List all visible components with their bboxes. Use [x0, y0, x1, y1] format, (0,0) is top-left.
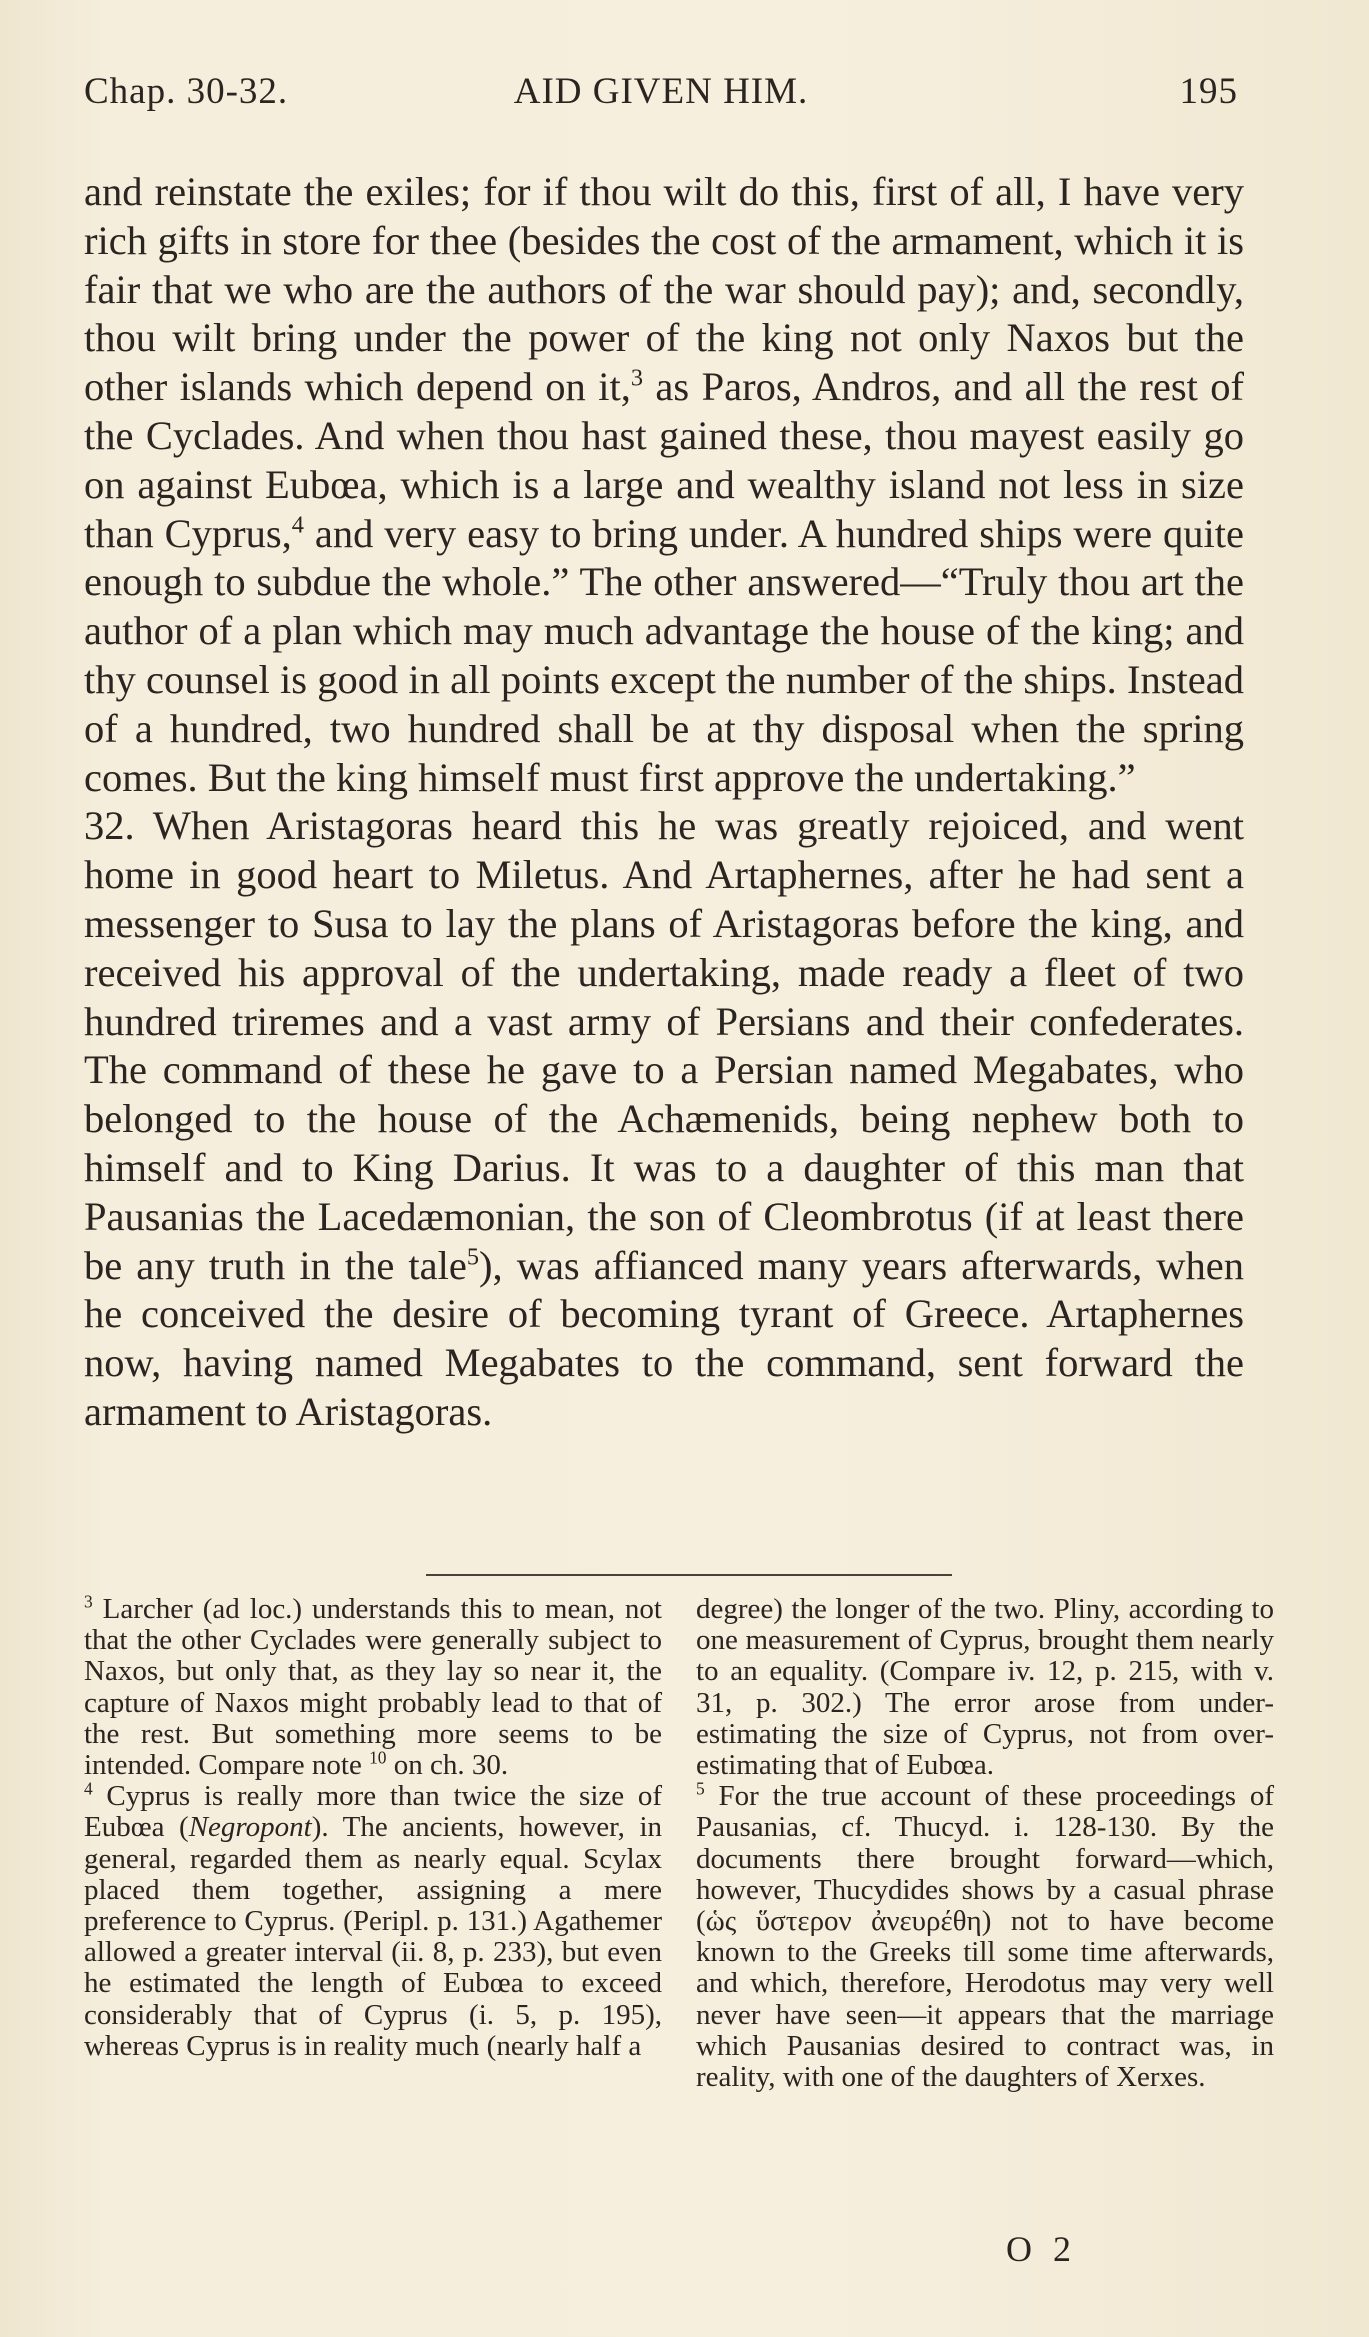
paragraph-31-end	[84, 168, 1244, 802]
footnote-4-continued: degree) the longer of the two. Pliny, according to one measurement of Cyprus, brought them nearly to an equality. (Compare iv. 12, p. 215, with v. 31, p. 302.) The error arose from under-estimating the size of Cyprus, not from over-estimating that of Eubœa.	[696, 1593, 1274, 1782]
footnote-number: 4	[84, 1778, 93, 1799]
footnote-column-right	[696, 1594, 1274, 2093]
chapter-range: Chap. 30-32.	[84, 71, 289, 112]
footnote-ref-5: 5	[466, 1243, 480, 1271]
text-run: as Paros, Andros, and all the rest of the Cyclades. And when thou hast gained these, thou mayest easily go on against Eubœa, which is a large and wealthy island not less in size than Cyprus,	[84, 364, 1244, 556]
text-run: and very easy to bring under. A hundred ships were quite enough to subdue the whole.” The other answered—“Truly thou art the author of a plan which may much advantage the house of the king; and thy counsel is good in all points except the number of the ships. Instead of a hundred, two hundred shall be at thy disposal when the spring comes. But the king himself must first approve the undertaking.”	[84, 510, 1244, 800]
footnote-text: Cyprus is really more than twice the size of Eubœa (	[84, 1780, 662, 1844]
footnote-3	[84, 1591, 662, 1782]
running-title: AID GIVEN HIM.	[513, 71, 809, 112]
running-header	[84, 70, 1238, 120]
footnote-italic: Negropont	[188, 1811, 312, 1844]
footnote-text: ). The ancients, however, in general, regarded them as nearly equal. Scylax placed them together, assigning a mere preference to Cyprus. (Peripl. p. 131.) Agathemer allowed a greater interval (ii. 8, p. 233), but even he estimated the length of Eubœa to exceed considerably that of Cyprus (i. 5, p. 195), whereas Cyprus is in reality much (nearly half a	[84, 1811, 663, 2062]
page-number: 195	[1179, 71, 1238, 112]
text-run: 32. When Aristagoras heard this he was greatly rejoiced, and went home in good heart to Miletus. And Artaphernes, after he had sent a messenger to Susa to lay the plans of Aristagoras before the king, and received his approval of the undertaking, made ready a fleet of two hundred triremes and a vast army of Persians and their confederates. The command of these he gave to a Persian named Megabates, who belonged to the house of the Achæmenids, being nephew both to himself and to King Darius. It was to a daughter of this man that Pausanias the Lacedæmonian, the son of Cleombrotus (if at least there be any truth in the tale	[84, 803, 1244, 1288]
footnote-ref-3: 3	[630, 364, 644, 392]
text-run: and reinstate the exiles; for if thou wilt do this, first of all, I have very rich gifts in store for thee (besides the cost of the armament, which it is fair that we who are the authors of the war should pay); and, secondly, thou wilt bring under the power of the king not only Naxos but the other islands which depend on it,	[84, 169, 1244, 410]
paragraph-32	[84, 802, 1244, 1436]
footnote-ref-4: 4	[291, 511, 304, 539]
note-ref: 10	[369, 1747, 387, 1768]
footnote-text: Larcher (ad loc.) understands this to mean, not that the other Cyclades were generally subject to Naxos, but only that, as they lay so near it, the capture of Naxos might probably lead to that of the rest. But something more seems to be intended. Compare note	[84, 1593, 662, 1782]
main-text	[84, 168, 1244, 1437]
footnote-4	[84, 1778, 663, 2062]
footnote-number: 3	[84, 1591, 93, 1612]
footnote-5	[696, 1778, 1274, 2094]
text-run: ), was affianced many years afterwards, when he conceived the desire of becoming tyrant of Greece. Artaphernes now, having named Megabates to the command, sent forward the armament to Aristagoras.	[84, 1242, 1244, 1434]
footnote-text: on ch. 30.	[386, 1749, 509, 1782]
signature-mark: O 2	[1006, 2229, 1077, 2269]
footnote-column-left	[84, 1591, 663, 2062]
footnote-divider	[426, 1574, 952, 1576]
footnote-number: 5	[696, 1778, 705, 1799]
footnote-text: For the true account of these proceedings of Pausanias, cf. Thucyd. i. 128-130. By the documents there brought forward—which, however, Thucydides shows by a casual phrase (ὡς ὕστερον ἀνευρέθη) not to have become known to the Greeks till some time afterwards, and which, therefore, Herodotus may very well never have seen—it appears that the marriage which Pausanias desired to contract was, in reality, with one of the daughters of Xerxes.	[696, 1780, 1274, 2094]
